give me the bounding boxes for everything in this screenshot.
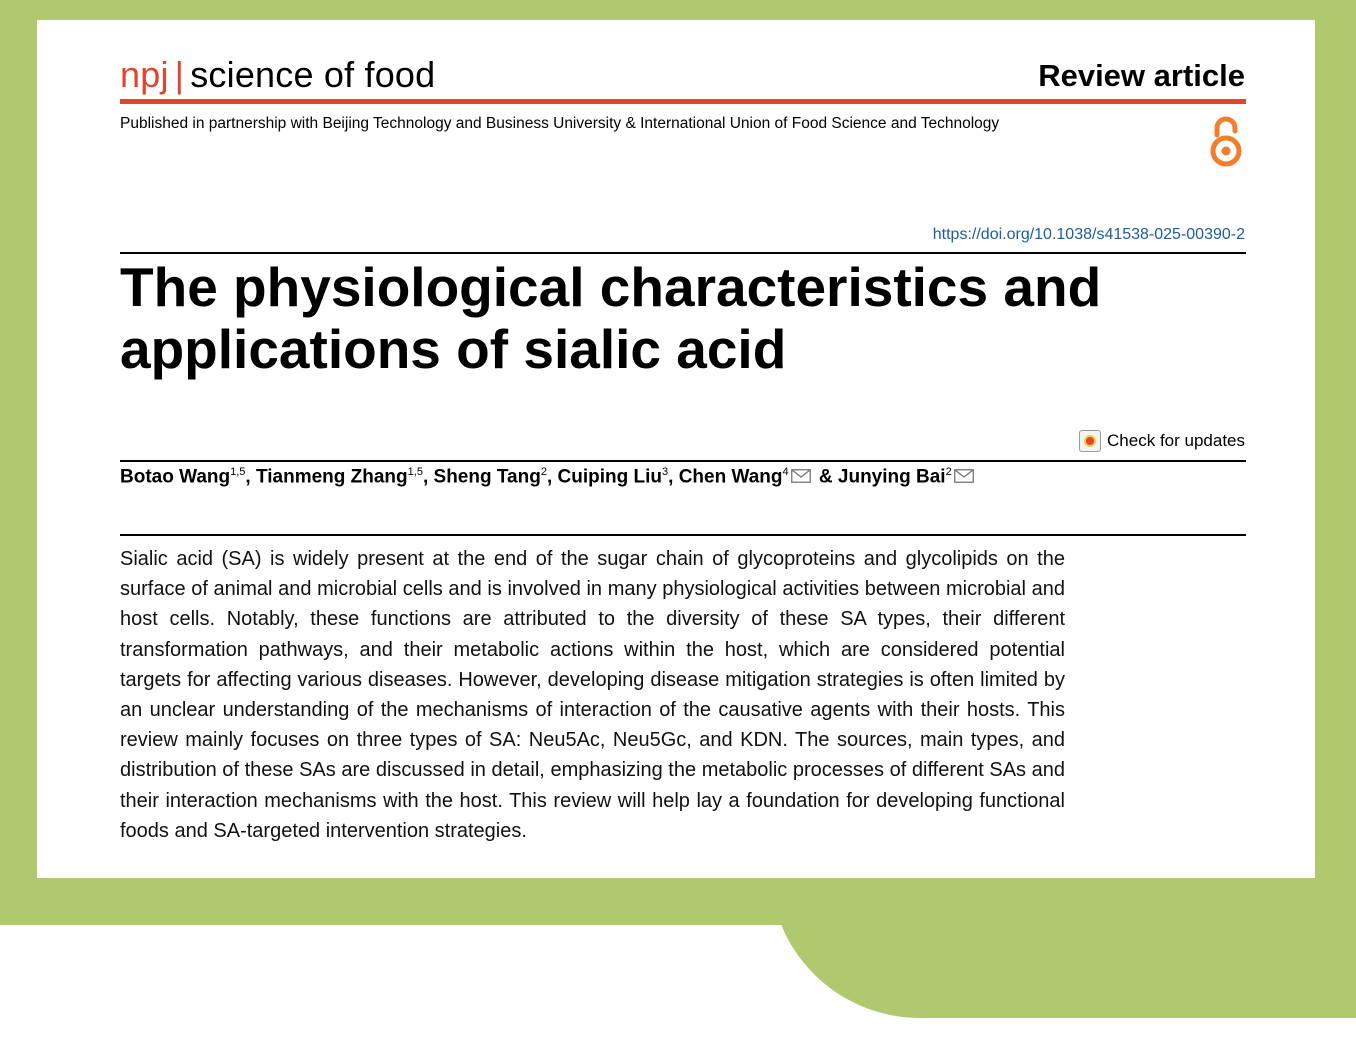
author-affiliation[interactable]: 1,5 [407,466,423,478]
author-name[interactable]: Tianmeng Zhang [255,466,408,488]
author-name[interactable]: Cuiping Liu [557,466,662,488]
email-icon[interactable] [791,469,811,483]
check-for-updates-icon [1079,430,1101,452]
abstract-top-rule [120,534,1246,536]
check-for-updates-label: Check for updates [1107,431,1245,450]
open-access-icon[interactable] [1207,113,1245,169]
author-separator: , [546,466,558,488]
author-name[interactable]: Sheng Tang [433,466,541,488]
title-top-rule [120,252,1246,254]
article-page [37,20,1315,878]
check-for-updates-button[interactable] [1079,430,1245,452]
journal-logo[interactable] [120,54,435,96]
article-title: The physiological characteristics and applications of sialic acid [120,256,1102,380]
article-type: Review article [1038,58,1245,93]
author-separator: , [668,466,679,488]
author-separator: & [813,466,838,488]
background-green-blob [770,860,1356,1018]
author-name[interactable]: Botao Wang [120,466,231,488]
author-list [120,466,977,488]
author-affiliation[interactable]: 4 [782,466,789,478]
journal-separator: | [174,54,185,95]
doi-link[interactable]: https://doi.org/10.1038/s41538-025-00390-2 [932,226,1245,243]
header-rule [120,99,1246,104]
author-affiliation[interactable]: 2 [945,466,952,478]
author-name[interactable]: Chen Wang [678,466,783,488]
authors-top-rule [120,460,1246,462]
journal-brand: npj [120,54,169,95]
abstract: Sialic acid (SA) is widely present at the end of the sugar chain of glycoproteins and glycolipids on the surface of animal and microbial cells and is involved in many physiological activities between microbial and host cells. Notably, these functions are attributed to the diversity of these SA types, their different transformation pathways, and their metabolic actions within the host, which are considered potential targets for affecting various diseases. However, developing disease mitigation strategies is often limited by an unclear understanding of the mechanisms of interaction of the causative agents with their hosts. This review mainly focuses on three types of SA: Neu5Ac, Neu5Gc, and KDN. The sources, main types, and distribution of these SAs are discussed in detail, emphasizing the metabolic processes of different SAs and their interaction mechanisms with the host. This review will help lay a foundation for developing functional foods and SA-targeted intervention strategies. [120,548,1065,842]
email-icon[interactable] [954,469,974,483]
author-separator: , [422,466,434,488]
author-separator: , [245,466,256,488]
partnership-note: Published in partnership with Beijing Technology and Business University & International Union of Food Science and Technology [120,115,1000,132]
author-name[interactable]: Junying Bai [837,466,946,488]
author-affiliation[interactable]: 3 [662,466,669,478]
journal-name: science of food [190,54,436,95]
author-affiliation[interactable]: 2 [540,466,547,478]
author-affiliation[interactable]: 1,5 [230,466,246,478]
